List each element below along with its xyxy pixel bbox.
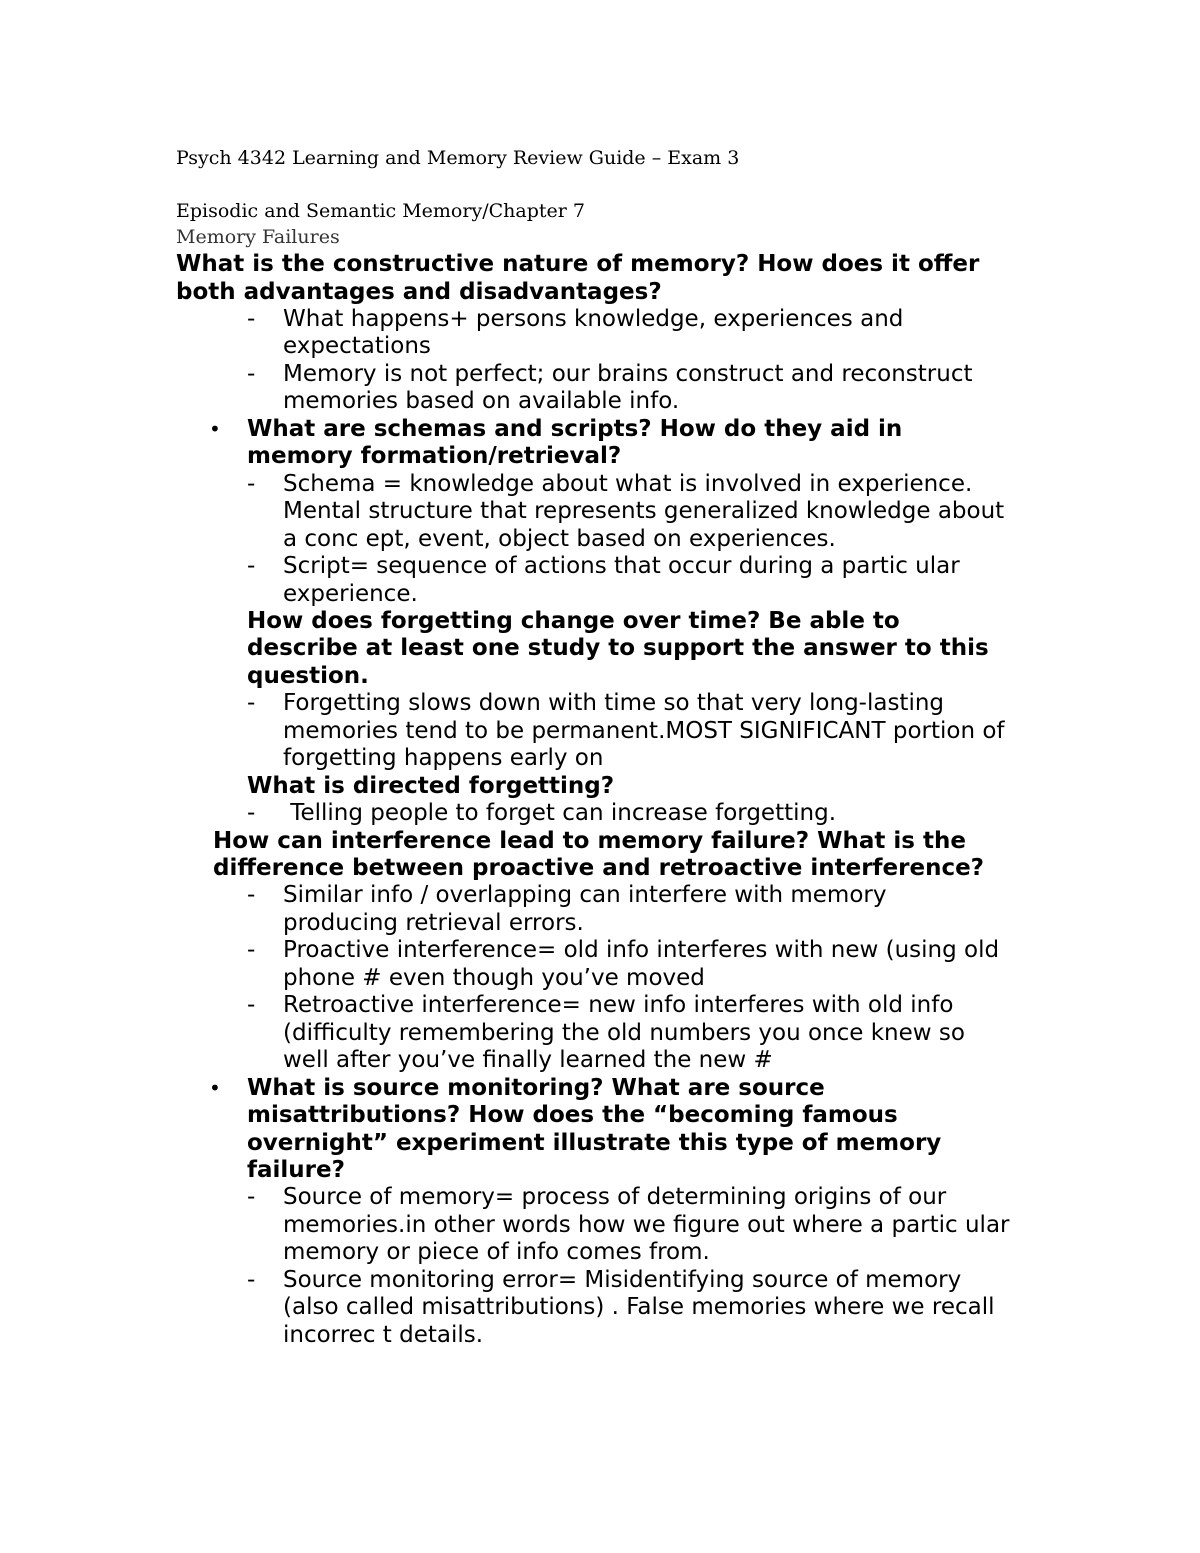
answer-line: incorrec t details. bbox=[283, 1322, 484, 1348]
dash-marker: - bbox=[247, 306, 256, 332]
answer-line: Schema = knowledge about what is involved in experience. bbox=[283, 471, 973, 497]
answer-line: memories.in other words how we figure out where a partic ular bbox=[283, 1212, 1010, 1238]
dash-marker: - bbox=[247, 1267, 256, 1293]
question-source-monitoring-line-1: What is source monitoring? What are source bbox=[247, 1075, 825, 1101]
answer-line: a conc ept, event, object based on experiences. bbox=[283, 526, 836, 552]
answer-line: phone # even though you’ve moved bbox=[283, 965, 705, 991]
question-source-monitoring-line-4: failure? bbox=[247, 1157, 345, 1183]
question-schemas-line-1: What are schemas and scripts? How do they aid in bbox=[247, 416, 903, 442]
dash-marker: - bbox=[247, 992, 256, 1018]
answer-line: Source monitoring error= Misidentifying source of memory bbox=[283, 1267, 962, 1293]
answer-line: Proactive interference= old info interferes with new (using old bbox=[283, 937, 1000, 963]
answer-line: well after you’ve finally learned the new # bbox=[283, 1047, 773, 1073]
question-interference-line-1: How can interference lead to memory failure? What is the bbox=[213, 828, 966, 854]
bullet-marker: • bbox=[209, 1076, 221, 1100]
answer-line: experience. bbox=[283, 581, 418, 607]
bullet-marker: • bbox=[209, 417, 221, 441]
question-forgetting-line-2: describe at least one study to support the answer to this bbox=[247, 635, 989, 661]
question-interference-line-2: difference between proactive and retroactive interference? bbox=[213, 855, 985, 881]
question-forgetting-line-1: How does forgetting change over time? Be able to bbox=[247, 608, 900, 634]
dash-marker: - bbox=[247, 800, 256, 826]
answer-line: memories based on available info. bbox=[283, 388, 680, 414]
document-title: Psych 4342 Learning and Memory Review Guide – Exam 3 bbox=[176, 147, 740, 169]
chapter-heading: Episodic and Semantic Memory/Chapter 7 bbox=[176, 200, 585, 222]
answer-line: Mental structure that represents generalized knowledge about bbox=[283, 498, 1005, 524]
answer-line: (difficulty remembering the old numbers you once knew so bbox=[283, 1020, 965, 1046]
question-forgetting-line-3: question. bbox=[247, 663, 369, 689]
answer-line: forgetting happens early on bbox=[283, 745, 604, 771]
dash-marker: - bbox=[247, 553, 256, 579]
question-constructive-line-1: What is the constructive nature of memory? How does it offer bbox=[176, 251, 980, 277]
dash-marker: - bbox=[247, 361, 256, 387]
answer-line: producing retrieval errors. bbox=[283, 910, 584, 936]
answer-line: (also called misattributions) . False memories where we recall bbox=[283, 1294, 995, 1320]
answer-line: Memory is not perfect; our brains construct and reconstruct bbox=[283, 361, 973, 387]
answer-line: Source of memory= process of determining origins of our bbox=[283, 1184, 947, 1210]
answer-line: Forgetting slows down with time so that very long-lasting bbox=[283, 690, 945, 716]
answer-line: expectations bbox=[283, 333, 431, 359]
answer-line: Telling people to forget can increase forgetting. bbox=[283, 800, 836, 826]
answer-line: Retroactive interference= new info interferes with old info bbox=[283, 992, 954, 1018]
dash-marker: - bbox=[247, 471, 256, 497]
question-constructive-line-2: both advantages and disadvantages? bbox=[176, 279, 662, 305]
dash-marker: - bbox=[247, 937, 256, 963]
answer-line: memory or piece of info comes from. bbox=[283, 1239, 710, 1265]
answer-line: Similar info / overlapping can interfere with memory bbox=[283, 882, 887, 908]
question-directed-forgetting: What is directed forgetting? bbox=[247, 773, 615, 799]
answer-line: Script= sequence of actions that occur during a partic ular bbox=[283, 553, 960, 579]
dash-marker: - bbox=[247, 882, 256, 908]
question-source-monitoring-line-3: overnight” experiment illustrate this type of memory bbox=[247, 1130, 942, 1156]
section-heading: Memory Failures bbox=[176, 226, 340, 248]
answer-line: What happens+ persons knowledge, experiences and bbox=[283, 306, 904, 332]
dash-marker: - bbox=[247, 1184, 256, 1210]
dash-marker: - bbox=[247, 690, 256, 716]
question-schemas-line-2: memory formation/retrieval? bbox=[247, 443, 622, 469]
answer-line: memories tend to be permanent.MOST SIGNIFICANT portion of bbox=[283, 718, 1005, 744]
question-source-monitoring-line-2: misattributions? How does the “becoming famous bbox=[247, 1102, 898, 1128]
